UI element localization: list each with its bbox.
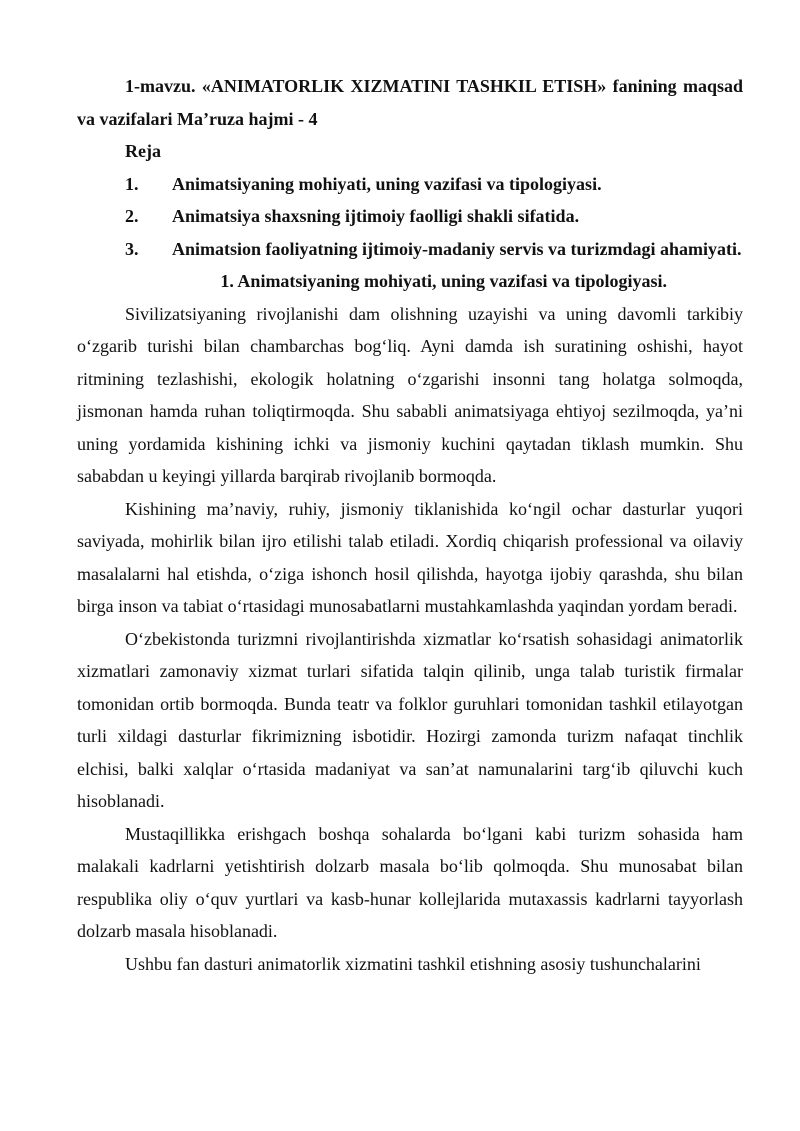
plan-item-number: 1. [125,173,139,194]
plan-item-text: Animatsion faoliyatning ijtimoiy-madaniy servis va turizmdagi ahamiyati. [172,238,742,259]
paragraph: Ushbu fan dasturi animatorlik xizmatini tashkil etishning asosiy tushunchalarini [125,953,701,974]
plan-item-2 [77,200,743,233]
document-title: 1-mavzu. «ANIMATORLIK XIZMATINI TASHKIL ETISH» fanining maqsad va vazifalari Ma’ruza hajmi - 4 [77,76,743,129]
plan-item-text: Animatsiya shaxsning ijtimoiy faolligi shakli sifatida. [172,206,580,226]
plan-item-3 [77,233,743,266]
paragraph: Sivilizatsiyaning rivojlanishi dam olishning uzayishi va uning davomli tarkibiy o‘zgarib turishi bilan chambarchas bog‘liq. Ayni damda ish suratining oshishi, hayot ritmining tezlashishi, ekologik holatning o‘zgarishi insonni tang holatga solmoqda, jismonan hamda ruhan toliqtirmoqda. Shu sababli animatsiyaga ehtiyoj sezilmoqda, ya’ni uning yordamida kishining ichki va jismoniy kuchini qaytadan tiklash mumkin. Shu sababdan u keyingi yillarda barqirab rivojlanib bormoqda. [77,303,743,486]
plan-heading: Reja [125,141,161,161]
section-heading: 1. Animatsiyaning mohiyati, uning vazifasi va tipologiyasi. [220,271,667,291]
paragraph: Kishining ma’naviy, ruhiy, jismoniy tiklanishida ko‘ngil ochar dasturlar yuqori saviyada, mohirlik bilan ijro etilishi talab etiladi. Xordiq chiqarish professional va oilaviy masalalarni hal etishda, o‘ziga ishonch hosil qilishda, hayotga ijobiy qarashda, shu bilan birga inson va tabiat o‘rtasidagi munosabatlarni mustahkamlashda yaqindan yordam beradi. [77,498,743,616]
plan-item-text: Animatsiyaning mohiyati, uning vazifasi va tipologiyasi. [172,173,602,194]
plan-item-number: 3. [125,238,139,259]
plan-item-1 [77,168,743,201]
paragraph: O‘zbekistonda turizmni rivojlantirishda xizmatlar ko‘rsatish sohasidagi animatorlik xizmatlari zamonaviy xizmat turlari sifatida talqin qilinib, unga talab turistik firmalar tomonidan ortib bormoqda. Bunda teatr va folklor guruhlari tomonidan tashkil etilayotgan turli xildagi dasturlar fikrimizning isbotidir. Hozirgi zamonda turizm nafaqat tinchlik elchisi, balki xalqlar o‘rtasida madaniyat va san’at namunalarini targ‘ib qiluvchi kuch hisoblanadi. [77,628,743,811]
plan-item-number: 2. [125,206,139,226]
paragraph: Mustaqillikka erishgach boshqa sohalarda bo‘lgani kabi turizm sohasida ham malakali kadrlarni yetishtirish dolzarb masala bo‘lib qolmoqda. Shu munosabat bilan respublika oliy o‘quv yurtlari va kasb-hunar kollejlarida mutaxassis kadrlarni tayyorlash dolzarb masala hisoblanadi. [77,823,743,941]
